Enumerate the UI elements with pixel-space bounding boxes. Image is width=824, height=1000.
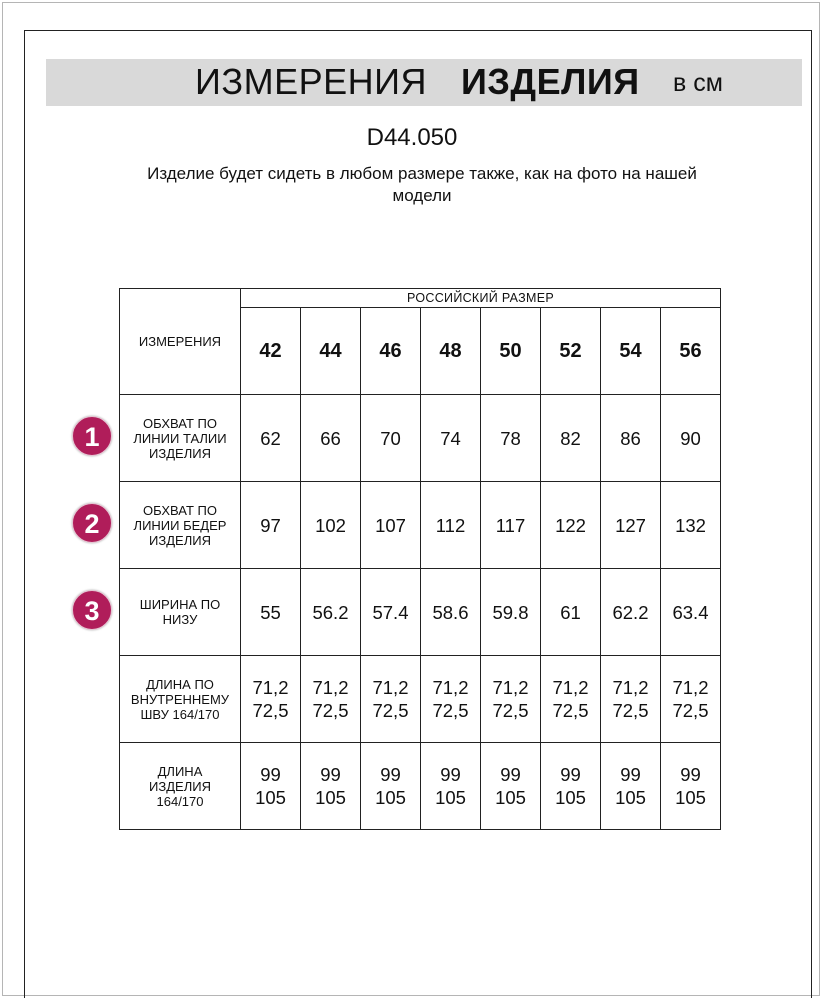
cell-value: 105 xyxy=(435,787,466,808)
cell-value: 55 xyxy=(260,601,281,623)
table-cell xyxy=(241,656,301,743)
cell-value: 127 xyxy=(615,514,646,536)
cell-value: 102 xyxy=(315,514,346,536)
cell-value: 99 xyxy=(380,764,401,785)
measurement-label-line: 164/170 xyxy=(156,793,204,809)
table-cell xyxy=(301,482,361,569)
cell-value: 99 xyxy=(680,764,701,785)
table-cell xyxy=(241,395,301,482)
measurement-label xyxy=(120,569,241,656)
cell-value: 72,5 xyxy=(612,700,649,721)
cell-value: 56.2 xyxy=(312,601,349,623)
header-unit: в см xyxy=(673,69,723,97)
size-header-cell: 56 xyxy=(661,308,721,395)
table-cell xyxy=(241,743,301,830)
cell-value: 61 xyxy=(560,601,581,623)
table-row xyxy=(120,656,721,743)
row-number-marker: 2 xyxy=(72,503,112,543)
cell-value: 66 xyxy=(320,427,341,449)
table-cell xyxy=(601,743,661,830)
measurement-label-line: НИЗУ xyxy=(162,612,198,627)
table-row xyxy=(120,569,721,656)
cell-value: 57.4 xyxy=(372,601,409,623)
table-cell xyxy=(661,569,721,656)
measurement-label-line: ЛИНИИ ТАЛИИ xyxy=(133,430,227,446)
table-cell xyxy=(361,656,421,743)
measurement-label xyxy=(120,656,241,743)
cell-value: 97 xyxy=(260,514,281,536)
table-cell xyxy=(481,569,541,656)
table-cell xyxy=(301,743,361,830)
cell-value: 99 xyxy=(560,764,581,785)
cell-value: 105 xyxy=(675,787,706,808)
measurement-label-line: ИЗДЕЛИЯ xyxy=(149,445,211,461)
cell-value: 71,2 xyxy=(312,677,349,698)
table-cell xyxy=(541,395,601,482)
header-title-light: ИЗМЕРЕНИЯ xyxy=(195,61,428,102)
cell-value: 122 xyxy=(555,514,586,536)
cell-value: 72,5 xyxy=(492,700,529,721)
cell-value: 71,2 xyxy=(492,677,529,698)
table-cell xyxy=(241,569,301,656)
table-cell xyxy=(661,656,721,743)
size-group-header: РОССИЙСКИЙ РАЗМЕР xyxy=(241,289,721,308)
table-row xyxy=(120,482,721,569)
table-cell xyxy=(421,395,481,482)
table-cell xyxy=(481,743,541,830)
measurement-label-line: ДЛИНА ПО xyxy=(146,676,214,692)
measurement-label-line: ИЗДЕЛИЯ xyxy=(149,778,211,794)
table-cell xyxy=(361,395,421,482)
table-cell xyxy=(541,743,601,830)
table-cell xyxy=(301,569,361,656)
table-cell xyxy=(601,656,661,743)
size-header-cell: 52 xyxy=(541,308,601,395)
cell-value: 105 xyxy=(615,787,646,808)
table-cell xyxy=(421,569,481,656)
table-row xyxy=(120,395,721,482)
table-cell xyxy=(541,482,601,569)
size-header-cell: 50 xyxy=(481,308,541,395)
table-row xyxy=(120,743,721,830)
measurement-label xyxy=(120,395,241,482)
cell-value: 90 xyxy=(680,427,701,449)
table-cell xyxy=(481,395,541,482)
size-header-cell: 54 xyxy=(601,308,661,395)
cell-value: 105 xyxy=(315,787,346,808)
cell-value: 71,2 xyxy=(672,677,709,698)
cell-value: 71,2 xyxy=(552,677,589,698)
measurement-label xyxy=(120,482,241,569)
row-number-marker: 3 xyxy=(72,590,112,630)
cell-value: 71,2 xyxy=(612,677,649,698)
table-cell xyxy=(481,482,541,569)
fit-note: Изделие будет сидеть в любом размере также, как на фото на нашей модели xyxy=(147,164,697,205)
table-cell xyxy=(601,395,661,482)
cell-value: 78 xyxy=(500,427,521,449)
size-header-cell: 48 xyxy=(421,308,481,395)
cell-value: 62 xyxy=(260,427,281,449)
cell-value: 71,2 xyxy=(252,677,289,698)
table-cell xyxy=(361,482,421,569)
cell-value: 99 xyxy=(500,764,521,785)
cell-value: 71,2 xyxy=(372,677,409,698)
cell-value: 86 xyxy=(620,427,641,449)
product-code: D44.050 xyxy=(366,124,458,151)
table-cell xyxy=(421,743,481,830)
table-cell xyxy=(601,482,661,569)
cell-value: 105 xyxy=(255,787,286,808)
cell-value: 105 xyxy=(375,787,406,808)
cell-value: 99 xyxy=(320,764,341,785)
measurement-label-line: ОБХВАТ ПО xyxy=(143,415,217,431)
table-cell xyxy=(301,656,361,743)
measurement-label-line: ДЛИНА xyxy=(157,763,203,779)
cell-value: 58.6 xyxy=(432,601,469,623)
table-cell xyxy=(481,656,541,743)
table-cell xyxy=(301,395,361,482)
cell-value: 72,5 xyxy=(372,700,409,721)
measurements-header: ИЗМЕРЕНИЯ xyxy=(120,289,241,395)
table-cell xyxy=(661,482,721,569)
size-header-cell: 44 xyxy=(301,308,361,395)
measurement-label-line: ЛИНИИ БЕДЕР xyxy=(133,517,227,533)
cell-value: 70 xyxy=(380,427,401,449)
measurement-label-line: ШВУ 164/170 xyxy=(140,706,220,722)
cell-value: 117 xyxy=(495,514,526,536)
table-cell xyxy=(541,656,601,743)
cell-value: 72,5 xyxy=(432,700,469,721)
table-cell xyxy=(241,482,301,569)
measurement-label-line: ИЗДЕЛИЯ xyxy=(149,532,211,548)
table-cell xyxy=(421,656,481,743)
cell-value: 59.8 xyxy=(492,601,529,623)
size-header-cell: 46 xyxy=(361,308,421,395)
table-cell xyxy=(361,569,421,656)
cell-value: 72,5 xyxy=(252,700,289,721)
cell-value: 72,5 xyxy=(312,700,349,721)
cell-value: 105 xyxy=(555,787,586,808)
table-header-row-group xyxy=(120,289,721,308)
cell-value: 132 xyxy=(675,514,706,536)
cell-value: 82 xyxy=(560,427,581,449)
cell-value: 72,5 xyxy=(672,700,709,721)
cell-value: 72,5 xyxy=(552,700,589,721)
cell-value: 99 xyxy=(260,764,281,785)
cell-value: 71,2 xyxy=(432,677,469,698)
cell-value: 105 xyxy=(495,787,526,808)
table-cell xyxy=(421,482,481,569)
measurement-label-line: ШИРИНА ПО xyxy=(139,597,221,612)
cell-value: 107 xyxy=(375,514,406,536)
cell-value: 99 xyxy=(620,764,641,785)
table-cell xyxy=(541,569,601,656)
cell-value: 62.2 xyxy=(612,601,649,623)
table-cell xyxy=(661,395,721,482)
cell-value: 112 xyxy=(435,514,466,536)
table-cell xyxy=(601,569,661,656)
row-number-marker: 1 xyxy=(72,416,112,456)
table-cell xyxy=(361,743,421,830)
cell-value: 74 xyxy=(440,427,461,449)
size-header-cell: 42 xyxy=(241,308,301,395)
table-cell xyxy=(661,743,721,830)
measurement-label-line: ОБХВАТ ПО xyxy=(143,502,217,518)
size-table xyxy=(119,288,721,830)
measurement-label-line: ВНУТРЕННЕМУ xyxy=(130,691,230,707)
measurement-label xyxy=(120,743,241,830)
cell-value: 63.4 xyxy=(672,601,709,623)
cell-value: 99 xyxy=(440,764,461,785)
header-title-bold: ИЗДЕЛИЯ xyxy=(461,61,640,102)
